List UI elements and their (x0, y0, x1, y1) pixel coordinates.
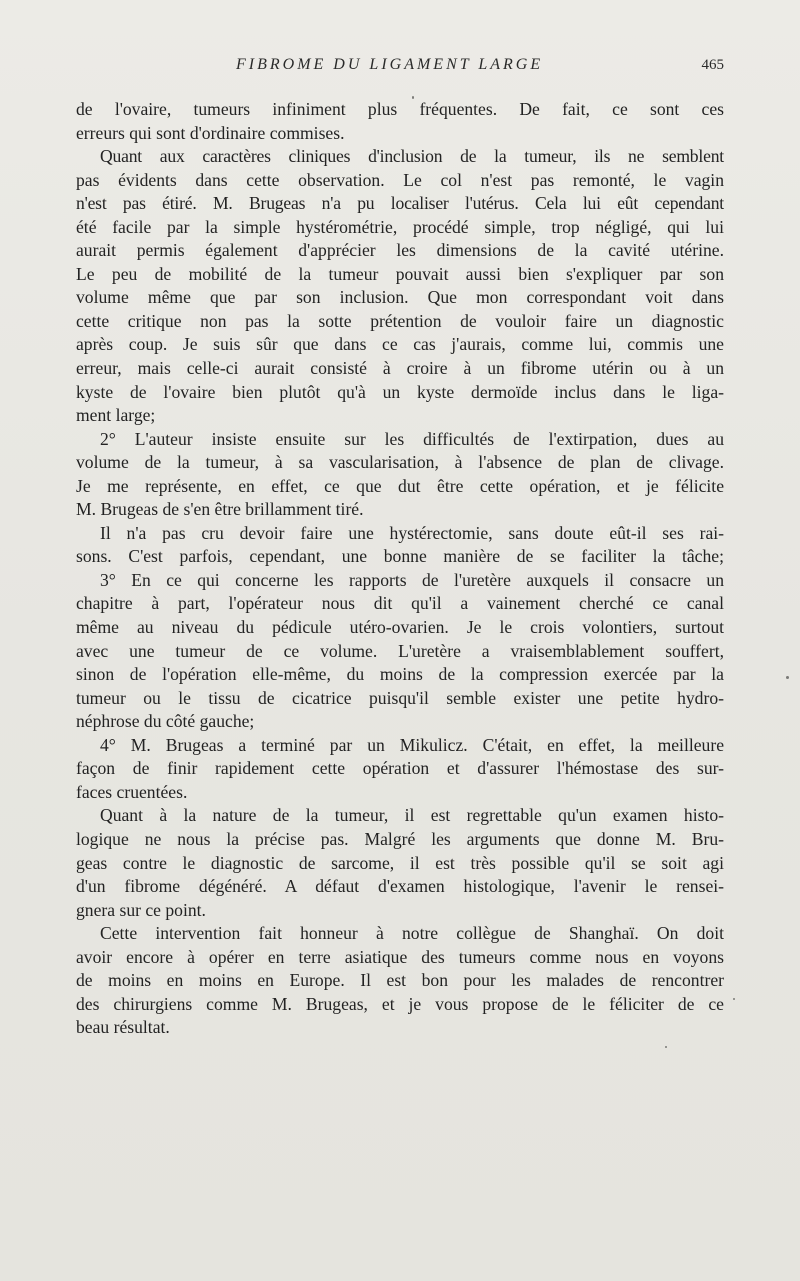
text-line: des chirurgiens comme M. Brugeas, et je vous propose de le féliciter de ce (76, 993, 724, 1014)
text-line: tumeur ou le tissu de cicatrice puisqu'il semble exister une petite hydro- (76, 687, 724, 708)
text-line: Quant aux caractères cliniques d'inclusion de la tumeur, ils ne semblent (100, 146, 724, 167)
text-line: logique ne nous la précise pas. Malgré les arguments que donne M. Bru- (76, 828, 724, 849)
page-header (76, 56, 724, 80)
text-line: Cette intervention fait honneur à notre collègue de Shanghaï. On doit (100, 923, 724, 944)
text-line: avec une tumeur de ce volume. L'uretère a vraisemblablement souffert, (76, 640, 724, 661)
text-line: ment large; (76, 405, 156, 426)
text-line: cette critique non pas la sotte prétention de vouloir faire un diagnostic (76, 310, 724, 331)
text-line: été facile par la simple hystérométrie, procédé simple, trop négligé, qui lui (76, 216, 724, 237)
text-line: erreurs qui sont d'ordinaire commises. (76, 122, 345, 143)
text-line: faces cruentées. (76, 781, 188, 802)
scan-speck (665, 1046, 667, 1048)
scan-speck (412, 96, 414, 99)
text-line: façon de finir rapidement cette opération et d'assurer l'hémostase des sur- (76, 758, 724, 779)
text-line: chapitre à part, l'opérateur nous dit qu'il a vainement cherché ce canal (76, 593, 724, 614)
text-line: même au niveau du pédicule utéro-ovarien. Je le crois volontiers, surtout (76, 617, 724, 638)
text-line: volume même que par son inclusion. Que mon correspondant voit dans (76, 287, 724, 308)
text-line: n'est pas étiré. M. Brugeas n'a pu localiser l'utérus. Cela lui eût cependant (76, 193, 724, 214)
text-line: 4° M. Brugeas a terminé par un Mikulicz. C'était, en effet, la meilleure (100, 734, 724, 755)
text-line: aurait permis également d'apprécier les dimensions de la cavité utérine. (76, 240, 724, 261)
text-line: sons. C'est parfois, cependant, une bonne manière de se faciliter la tâche; (76, 546, 724, 567)
text-line: sinon de l'opération elle-même, du moins de la compression exercée par la (76, 664, 724, 685)
text-line: de moins en moins en Europe. Il est bon pour les malades de rencontrer (76, 970, 724, 991)
text-line: M. Brugeas de s'en être brillamment tiré. (76, 499, 364, 520)
body-text (76, 98, 724, 1040)
text-line: d'un fibrome dégénéré. A défaut d'examen histologique, l'avenir le rensei- (76, 876, 724, 897)
text-line: Il n'a pas cru devoir faire une hystérectomie, sans doute eût-il ses rai- (100, 522, 724, 543)
scan-speck (786, 676, 789, 679)
text-line: beau résultat. (76, 1017, 170, 1038)
text-line: geas contre le diagnostic de sarcome, il est très possible qu'il se soit agi (76, 852, 724, 873)
text-line: Le peu de mobilité de la tumeur pouvait aussi bien s'expliquer par son (76, 263, 724, 284)
text-line: Quant à la nature de la tumeur, il est regrettable qu'un examen histo- (100, 805, 724, 826)
text-line: volume de la tumeur, à sa vascularisation, à l'absence de plan de clivage. (76, 452, 724, 473)
text-line: avoir encore à opérer en terre asiatique des tumeurs comme nous en voyons (76, 946, 724, 967)
text-line: gnera sur ce point. (76, 899, 206, 920)
text-line: de l'ovaire, tumeurs infiniment plus fréquentes. De fait, ce sont ces (76, 99, 724, 119)
running-title: FIBROME DU LIGAMENT LARGE (236, 56, 544, 73)
text-line: pas évidents dans cette observation. Le col n'est pas remonté, le vagin (76, 169, 724, 190)
text-line: néphrose du côté gauche; (76, 711, 255, 732)
text-line: 2° L'auteur insiste ensuite sur les difficultés de l'extirpation, dues au (100, 428, 724, 449)
text-line: erreur, mais celle-ci aurait consisté à croire à un fibrome utérin ou à un (76, 358, 724, 379)
scan-speck (733, 998, 735, 1000)
text-line: kyste de l'ovaire bien plutôt qu'à un kyste dermoïde inclus dans le liga- (76, 381, 724, 402)
page-number: 465 (701, 57, 724, 73)
text-line: après coup. Je suis sûr que dans ce cas j'aurais, comme lui, commis une (76, 334, 724, 355)
text-line: 3° En ce qui concerne les rapports de l'uretère auxquels il consacre un (100, 569, 724, 590)
text-line: Je me représente, en effet, ce que dut être cette opération, et je félicite (76, 475, 724, 496)
